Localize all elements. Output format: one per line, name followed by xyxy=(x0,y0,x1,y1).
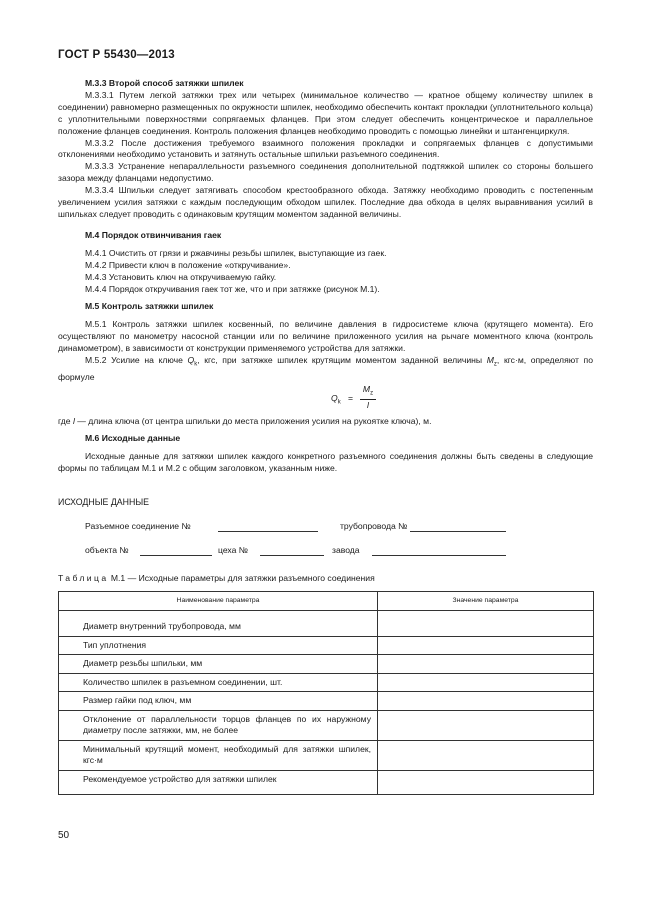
form-row-1 xyxy=(58,521,593,545)
paragraph-m52: М.5.2 Усилие на ключе $Q_k$, кгс, при затяжке шпилек крутящим моментом заданной величины $M_z$, кгс·м, определяют по формуле xyxy=(58,355,593,382)
param-value-cell[interactable] xyxy=(378,673,594,692)
table-row xyxy=(59,611,594,637)
table-row xyxy=(59,673,594,692)
param-name: Количество шпилек в разъемном соединении, шт. xyxy=(59,673,378,692)
param-value-cell[interactable] xyxy=(378,740,594,770)
param-name: Минимальный крутящий момент, необходимый для затяжки шпилек, кгс·м xyxy=(59,740,378,770)
table-row xyxy=(59,636,594,655)
label-object-no: объекта № xyxy=(85,545,129,556)
table-row xyxy=(59,710,594,740)
param-value-cell[interactable] xyxy=(378,770,594,795)
column-header-name: Наименование параметра xyxy=(59,592,378,611)
formula-fraction: $\frac{M_z}{l}$ xyxy=(360,384,376,412)
paragraph-m331: М.3.3.1 Путем легкой затяжки трех или четырех (минимальное количество — кратное общему количеству шпилек в соединении) равномерно размещенных по окружности шпилек, необходимо обеспечить контакт прокладки (уплотнительного кольца) с уплотнительными поверхностями сопрягаемых фланцев. При этом следует обеспечить концентрическое и параллельное положение фланцев соединения. Контроль положения фланцев необходимо проводить с помощью линейки и штангенциркуля. xyxy=(58,89,593,136)
list-item-m43: М.4.3 Установить ключ на откручиваемую гайку. xyxy=(85,271,277,282)
paragraph-m332: М.3.3.2 После достижения требуемого взаимного положения прокладки и сопрягаемых фланцев с допустимыми отклонениями необходимо установить и затянуть остальные шпильки разъемного соединения. xyxy=(58,137,593,160)
label-pipeline-no: трубопровода № xyxy=(340,521,408,532)
table-caption: Таблица М.1 — Исходные параметры для затяжки разъемного соединения xyxy=(58,573,375,584)
param-name: Рекомендуемое устройство для затяжки шпилек xyxy=(59,770,378,795)
blank-pipeline-no[interactable] xyxy=(410,531,506,532)
blank-object-no[interactable] xyxy=(140,555,212,556)
param-value-cell[interactable] xyxy=(378,710,594,740)
section-heading-m33: М.3.3 Второй способ затяжки шпилек xyxy=(85,78,244,88)
page-content xyxy=(58,78,593,795)
section-heading-m6: М.6 Исходные данные xyxy=(85,433,181,444)
param-value-cell[interactable] xyxy=(378,636,594,655)
paragraph-m334: М.3.3.4 Шпильки следует затягивать способом крестообразного обхода. Затяжку необходимо проводить с постепенным увеличением усилия затяжки с каждым последующим обходом шпилек. Последние два обхода в целях выравнивания усилий в шпильках следует проводить с одинаковым крутящим моментом заданной величины. xyxy=(58,185,593,219)
formula-equals: = xyxy=(348,392,354,403)
list-item-m42: М.4.2 Привести ключ в положение «откручивание». xyxy=(85,259,291,270)
param-name: Диаметр внутренний трубопровода, мм xyxy=(59,611,378,637)
table-row xyxy=(59,740,594,770)
table-row xyxy=(59,655,594,674)
param-value-cell[interactable] xyxy=(378,655,594,674)
label-shop-no: цеха № xyxy=(218,545,249,556)
document-code: ГОСТ Р 55430—2013 xyxy=(58,49,175,61)
column-header-value: Значение параметра xyxy=(378,592,594,611)
section-heading-m4: М.4 Порядок отвинчивания гаек xyxy=(85,229,222,240)
table-row xyxy=(59,770,594,795)
label-plant: завода xyxy=(332,545,360,556)
paragraph-m61: Исходные данные для затяжки шпилек каждого конкретного разъемного соединения должны быть сведены в следующие формы по таблицам М.1 и М.2 с общим заголовком, указанным ниже. xyxy=(58,451,593,474)
form-title: ИСХОДНЫЕ ДАННЫЕ xyxy=(58,497,150,508)
param-name: Отклонение от параллельности торцов фланцев по их наружному диаметру после затяжки, мм, не более xyxy=(59,710,378,740)
page-number: 50 xyxy=(58,830,70,841)
table-header-row xyxy=(59,592,594,611)
paragraph-m51: М.5.1 Контроль затяжки шпилек косвенный, по величине давления в гидросистеме ключа (крутящего момента). Его осуществляют по манометру насосной станции или по величине приложенного усилия на рычаге моментного ключа (контроль динамометром), в зависимости от конструкции применяемого устройства для затяжки. xyxy=(58,319,593,354)
paragraph-m333: М.3.3.3 Устранение непараллельности разъемного соединения дополнительной подтяжкой шпилек со стороны большего зазора между фланцами недопустимо. xyxy=(58,161,593,184)
table-row xyxy=(59,692,594,711)
formula-qk xyxy=(58,384,593,416)
blank-plant[interactable] xyxy=(372,555,506,556)
param-name: Диаметр резьбы шпильки, мм xyxy=(59,655,378,674)
blank-connection-no[interactable] xyxy=(218,531,318,532)
blank-shop-no[interactable] xyxy=(260,555,324,556)
formula-lhs: $Q_k$ xyxy=(331,392,341,406)
param-name: Размер гайки под ключ, мм xyxy=(59,692,378,711)
list-item-m41: М.4.1 Очистить от грязи и ржавчины резьбы шпилек, выступающие из гаек. xyxy=(85,247,387,258)
param-name: Тип уплотнения xyxy=(59,636,378,655)
form-row-2 xyxy=(58,545,593,569)
param-value-cell[interactable] xyxy=(378,692,594,711)
param-value-cell[interactable] xyxy=(378,611,594,637)
label-connection-no: Разъемное соединение № xyxy=(85,521,191,532)
section-heading-m5: М.5 Контроль затяжки шпилек xyxy=(85,301,214,312)
formula-where: где l — длина ключа (от центра шпильки до места приложения усилия на рукоятке ключа), м. xyxy=(58,415,432,426)
parameters-table xyxy=(58,591,594,795)
list-item-m44: М.4.4 Порядок откручивания гаек тот же, что и при затяжке (рисунок М.1). xyxy=(85,283,380,294)
